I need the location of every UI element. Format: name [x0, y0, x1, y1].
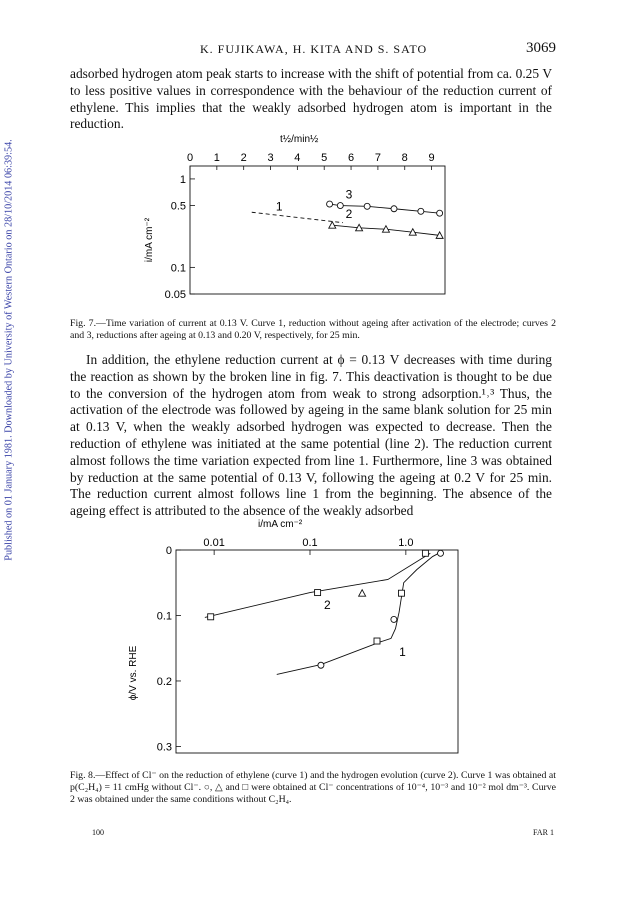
download-watermark [2, 120, 16, 580]
running-head: K. FUJIKAWA, H. KITA AND S. SATO [200, 42, 428, 56]
fig7-series-3-point [337, 203, 343, 209]
fig7-x-tick-label: 3 [267, 152, 274, 164]
fig7-y-tick-label: 0.1 [170, 262, 186, 275]
fig7-y-label: i/mA cm⁻² [144, 217, 155, 263]
fig7-y-tick-label: 0.5 [170, 200, 186, 213]
fig8-marker-circle [318, 662, 324, 668]
fig8-series-2-line [205, 553, 430, 617]
fig8-y-tick-label: 0.3 [156, 741, 172, 754]
fig7-x-tick-label: 2 [240, 152, 247, 164]
paragraph-1: adsorbed hydrogen atom peak starts to increase with the shift of potential from ca. 0.25 V to less positive values in correspondence with the behaviour of the reduction current of ethylene. This implies that the weakly adsorbed hydrogen atom is important in the reduction. [70, 66, 552, 132]
fig7-caption: Fig. 7.—Time variation of current at 0.13 V. Curve 1, reduction without ageing after activation of the electrode; curves 2 and 3, reductions after ageing at 0.13 and 0.20 V, respectively, for 25 min. [70, 318, 556, 341]
fig8-marker-circle [391, 616, 397, 622]
fig7-x-tick-label: 6 [347, 152, 355, 164]
fig7-series-2-point [329, 222, 336, 229]
fig7-series-2-label: 2 [345, 207, 353, 222]
paragraph-2: In addition, the ethylene reduction current at ϕ = 0.13 V decreases with time during the reaction as shown by the broken line in fig. 7. This deactivation is thought to be due to the conversion of the hydrogen atom from weak to strong adsorption.¹˒³ Thus, the activation of the electrode was followed by ageing in the same blank solution for 25 min at 0.13 V, when the weakly adsorbed hydrogen was expected to decrease. Then the reduction of ethylene was initiated at the same potential (line 2). The reduction current almost follows the time variation expected from line 1. Furthermore, line 3 was obtained by reduction at the same potential of 0.13 V, following the ageing at 0.2 V for 25 min. The reduction current almost follows line 1 from the beginning. The absence of the ageing effect is attributed to the absence of the weakly adsorbed [70, 352, 552, 519]
fig8-x-tick-label: 0.01 [203, 537, 225, 549]
fig7-x-tick-label: 8 [401, 152, 408, 164]
fig8-marker-circle [438, 550, 444, 556]
fig8-marker-triangle [359, 590, 366, 597]
fig8-marker-square [422, 550, 428, 556]
fig8-series-1-label: 1 [399, 645, 406, 660]
fig7-series-3-point [327, 201, 333, 207]
fig7-series-1-label: 1 [275, 199, 283, 214]
fig7-x-tick-label: 5 [321, 152, 328, 164]
figure-8 [118, 518, 468, 758]
fig7-series-1-line [252, 212, 343, 222]
fig8-y-label: ϕ/V vs. RHE [128, 645, 139, 701]
fig7-x-tick-label: 0 [186, 152, 194, 164]
fig8-plot-frame [176, 550, 458, 753]
fig8-marker-square [315, 590, 321, 596]
fig8-x-tick-label: 0.1 [302, 537, 318, 549]
fig8-marker-square [374, 638, 380, 644]
page-number: 3069 [526, 40, 556, 56]
fig7-plot-frame [190, 166, 445, 294]
fig7-series-3-label: 3 [345, 187, 353, 202]
fig7-x-tick-label: 1 [213, 152, 220, 164]
fig7-top-label: t½/min½ [280, 134, 319, 145]
fig7-series-3-point [364, 203, 370, 209]
fig7-y-tick-label: 0.05 [164, 289, 186, 300]
fig7-x-tick-label: 4 [294, 152, 301, 164]
fig8-marker-square [398, 590, 404, 596]
fig8-y-tick-label: 0.2 [156, 675, 172, 688]
fig8-top-label: i/mA cm⁻² [258, 519, 303, 530]
fig8-series-2-label: 2 [324, 597, 331, 612]
download-watermark-text: Published on 01 January 1981. Downloaded by University of Western Ontario on 28/10/2014 06:39:54. [3, 139, 15, 561]
fig7-x-tick-label: 9 [428, 152, 435, 164]
fig7-x-tick-label: 7 [374, 152, 381, 164]
footer-journal-code: FAR 1 [533, 828, 554, 837]
fig8-x-tick-label: 1.0 [398, 537, 414, 549]
fig7-y-tick-label: 1 [179, 173, 186, 186]
footer-page-code: 100 [92, 828, 104, 837]
fig8-y-tick-label: 0 [165, 545, 172, 557]
fig8-y-tick-label: 0.1 [156, 610, 172, 623]
fig8-marker-square [208, 614, 214, 620]
fig8-caption: Fig. 8.—Effect of Cl⁻ on the reduction of ethylene (curve 1) and the hydrogen evolution (curve 2). Curve 1 was obtained at p(C₂H₄) = 11 cmHg without Cl⁻. ○, △ and □ were obtained at Cl⁻ concentrations of 10⁻⁴, 10⁻³ and 10⁻² mol dm⁻³. Curve 2 was obtained under the same conditions without C₂H₄. [70, 770, 556, 805]
figure-7 [130, 128, 460, 300]
fig7-series-3-point [437, 210, 443, 216]
fig7-series-3-point [418, 208, 424, 214]
fig7-series-3-point [391, 206, 397, 212]
fig8-series-1-line [277, 551, 443, 674]
